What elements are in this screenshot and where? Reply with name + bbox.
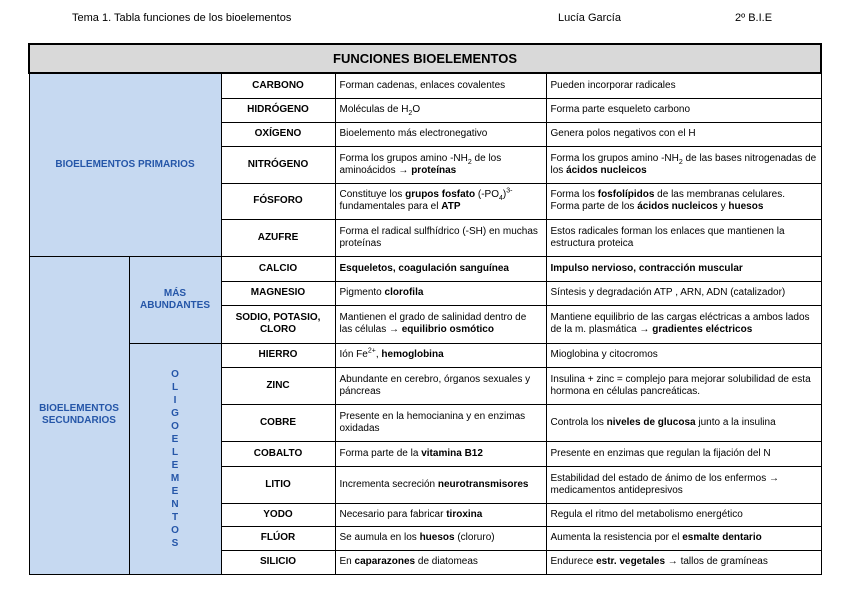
cell-text-segment: Ión Fe [339, 349, 368, 360]
function-cell-2 [546, 281, 821, 305]
cell-text-segment: Aumenta la resistencia por el [550, 532, 683, 543]
function-cell-2 [546, 256, 821, 281]
function-cell-1 [335, 73, 546, 98]
oligo-letter: G [171, 407, 179, 419]
cell-text-segment: esmalte dentario [682, 532, 762, 543]
cell-text-segment: de las membranas celulares. Forma parte de los [550, 189, 786, 212]
group-label-primary: BIOELEMENTOS PRIMARIOS [29, 73, 221, 256]
cell-text-segment: estr. vegetales [596, 556, 666, 567]
function-cell-2 [546, 526, 821, 550]
cell-text-segment: vitamina B12 [421, 447, 483, 459]
cell-text-segment: En [339, 556, 355, 567]
cell-text-segment: de los aminoácidos → [339, 152, 502, 176]
element-name: NITRÓGENO [221, 146, 335, 183]
bioelements-table [28, 43, 822, 575]
function-cell-2 [546, 503, 821, 526]
element-name: HIDRÓGENO [221, 98, 335, 122]
element-name: FLÚOR [221, 526, 335, 550]
oligo-letter: I [173, 394, 177, 406]
cell-text-segment: Endurece [550, 556, 597, 567]
function-cell-1 [335, 219, 546, 256]
function-cell-2 [546, 183, 821, 219]
cell-text-segment: Forma los [550, 189, 598, 200]
cell-text-segment: clorofila [384, 287, 424, 298]
oligo-letter: O [171, 420, 179, 432]
cell-text-segment: y [717, 201, 729, 212]
function-cell-1 [335, 183, 546, 219]
function-cell-1 [335, 256, 546, 281]
function-cell-2 [546, 343, 821, 367]
function-cell-1 [335, 343, 546, 367]
cell-text-segment: Forma parte de la [339, 447, 422, 459]
function-cell-2 [546, 219, 821, 256]
cell-text-segment: 2 [678, 158, 683, 166]
element-name: MAGNESIO [221, 281, 335, 305]
cell-text-segment: proteínas [411, 164, 457, 176]
cell-text-segment: Moléculas de H [339, 104, 409, 115]
cell-text-segment: ácidos nucleicos [637, 201, 718, 212]
cell-text-segment: hemoglobina [381, 349, 444, 360]
function-cell-1 [335, 550, 546, 574]
cell-text-segment: Incrementa secreción [339, 478, 438, 490]
cell-text-segment: neurotransmisores [437, 478, 529, 490]
cell-text-segment: Esqueletos, coagulación sanguínea [339, 262, 509, 274]
cell-text-segment: 3- [506, 187, 513, 195]
function-cell-2 [546, 441, 821, 466]
cell-text-segment: caparazones [354, 556, 416, 567]
function-cell-2 [546, 146, 821, 183]
oligo-letter: E [171, 459, 179, 471]
element-name: HIERRO [221, 343, 335, 367]
cell-text-segment: Constituye los [339, 189, 406, 200]
cell-text-segment: huesos [728, 201, 764, 212]
function-cell-2 [546, 367, 821, 404]
cell-text-segment: ácidos nucleicos [566, 164, 647, 176]
cell-text-segment: ) [502, 189, 507, 200]
subgroup-label-oligoelementos [129, 343, 221, 574]
cell-text-segment: Presente en la hemocianina y en enzimas oxidadas [339, 410, 526, 434]
cell-text-segment: Forman cadenas, enlaces covalentes [339, 79, 506, 91]
oligo-letter: T [171, 511, 179, 523]
cell-text-segment: Mantienen el grado de salinidad dentro de las células → [339, 312, 527, 335]
cell-text-segment: niveles de glucosa [606, 416, 696, 428]
cell-text-segment: Regula el ritmo del metabolismo energético [550, 508, 743, 520]
oligo-letter: L [171, 446, 179, 458]
cell-text-segment: Insulina + zinc = complejo para mejorar solubilidad de esta hormona en células pancreáticas. [550, 373, 811, 397]
function-cell-1 [335, 98, 546, 122]
function-cell-1 [335, 146, 546, 183]
cell-text-segment: de diatomeas [415, 556, 478, 567]
cell-text-segment: Forma el radical sulfhídrico (-SH) en muchas proteínas [339, 225, 538, 249]
author-name: Lucía García [558, 12, 621, 24]
oligo-letter: S [171, 537, 179, 549]
cell-text-segment: Bioelemento más electronegativo [339, 128, 488, 139]
group-label-secondary: BIOELEMENTOS SECUNDARIOS [29, 256, 129, 574]
function-cell-1 [335, 122, 546, 146]
cell-text-segment: O [412, 104, 421, 115]
cell-text-segment: → tallos de gramíneas [665, 556, 768, 567]
element-name: FÓSFORO [221, 183, 335, 219]
element-name: COBALTO [221, 441, 335, 466]
element-name: YODO [221, 503, 335, 526]
oligo-letter: L [171, 381, 179, 393]
oligo-letter: M [170, 472, 180, 484]
function-cell-1 [335, 281, 546, 305]
element-name: CARBONO [221, 73, 335, 98]
course-label: 2º B.I.E [735, 12, 773, 24]
cell-text-segment: Mantiene equilibrio de las cargas eléctricas a ambos lados de la m. plasmática → [550, 312, 810, 335]
element-name: LITIO [221, 466, 335, 503]
subgroup-label-mas-abundantes: MÁS ABUNDANTES [129, 256, 221, 343]
cell-text-segment: huesos [419, 532, 455, 543]
cell-text-segment: 2+ [367, 347, 376, 355]
cell-text-segment: Pigmento [339, 287, 385, 298]
cell-text-segment: Forma los grupos amino -NH [550, 152, 679, 164]
function-cell-2 [546, 305, 821, 343]
cell-text-segment: Impulso nervioso, contracción muscular [550, 262, 743, 274]
function-cell-1 [335, 526, 546, 550]
oligo-letter: E [171, 433, 179, 445]
oligo-letter: E [171, 485, 179, 497]
cell-text-segment: 4 [498, 195, 503, 202]
cell-text-segment: Presente en enzimas que regulan la fijación del N [550, 447, 771, 459]
cell-text-segment: Forma los grupos amino -NH [339, 152, 468, 164]
function-cell-1 [335, 305, 546, 343]
function-cell-2 [546, 466, 821, 503]
element-name: CALCIO [221, 256, 335, 281]
cell-text-segment: junto a la insulina [695, 416, 776, 428]
cell-text-segment: 2 [408, 110, 413, 117]
function-cell-2 [546, 98, 821, 122]
cell-text-segment: Forma parte esqueleto carbono [550, 104, 691, 115]
element-name: COBRE [221, 404, 335, 441]
table-title: FUNCIONES BIOELEMENTOS [29, 44, 821, 73]
cell-text-segment: ATP [441, 201, 461, 212]
cell-text-segment: (cloruro) [454, 532, 495, 543]
function-cell-2 [546, 404, 821, 441]
cell-text-segment: Estos radicales forman los enlaces que mantienen la estructura proteica [550, 225, 785, 249]
cell-text-segment: Necesario para fabricar [339, 508, 447, 520]
cell-text-segment: Síntesis y degradación ATP , ARN, ADN (catalizador) [550, 287, 786, 298]
cell-text-segment: Genera polos negativos con el H [550, 128, 696, 139]
table-row [29, 256, 821, 281]
cell-text-segment: Estabilidad del estado de ánimo de los enfermos → medicamentos antidepresivos [550, 472, 779, 496]
element-name: ZINC [221, 367, 335, 404]
function-cell-2 [546, 122, 821, 146]
element-name: SILICIO [221, 550, 335, 574]
cell-text-segment: Pueden incorporar radicales [550, 79, 676, 91]
oligo-letter: O [171, 524, 179, 536]
element-name: SODIO, POTASIO, CLORO [221, 305, 335, 343]
cell-text-segment: Controla los [550, 416, 607, 428]
function-cell-1 [335, 466, 546, 503]
table-row [29, 73, 821, 98]
table-row [29, 343, 821, 367]
oligo-letter: N [171, 498, 179, 510]
cell-text-segment: (-PO [475, 189, 499, 200]
cell-text-segment: de las bases nitrogenadas de los [550, 152, 817, 176]
function-cell-1 [335, 441, 546, 466]
cell-text-segment: equilibrio osmótico [401, 324, 494, 335]
cell-text-segment: tiroxina [446, 508, 483, 520]
cell-text-segment: Abundante en cerebro, órganos sexuales y páncreas [339, 373, 531, 397]
cell-text-segment: Mioglobina y citocromos [550, 349, 658, 360]
element-name: AZUFRE [221, 219, 335, 256]
function-cell-1 [335, 404, 546, 441]
function-cell-1 [335, 503, 546, 526]
function-cell-2 [546, 73, 821, 98]
function-cell-2 [546, 550, 821, 574]
cell-text-segment: gradientes eléctricos [652, 324, 753, 335]
element-name: OXÍGENO [221, 122, 335, 146]
cell-text-segment: Se aumula en los [339, 532, 420, 543]
cell-text-segment: fosfolípidos [597, 189, 655, 200]
cell-text-segment: grupos fosfato [405, 189, 476, 200]
cell-text-segment: 2 [467, 158, 472, 166]
cell-text-segment: , [375, 349, 382, 360]
oligo-letter: O [171, 368, 179, 380]
document-header-title: Tema 1. Tabla funciones de los bioelementos [72, 12, 292, 24]
function-cell-1 [335, 367, 546, 404]
cell-text-segment: fundamentales para el [339, 201, 442, 212]
